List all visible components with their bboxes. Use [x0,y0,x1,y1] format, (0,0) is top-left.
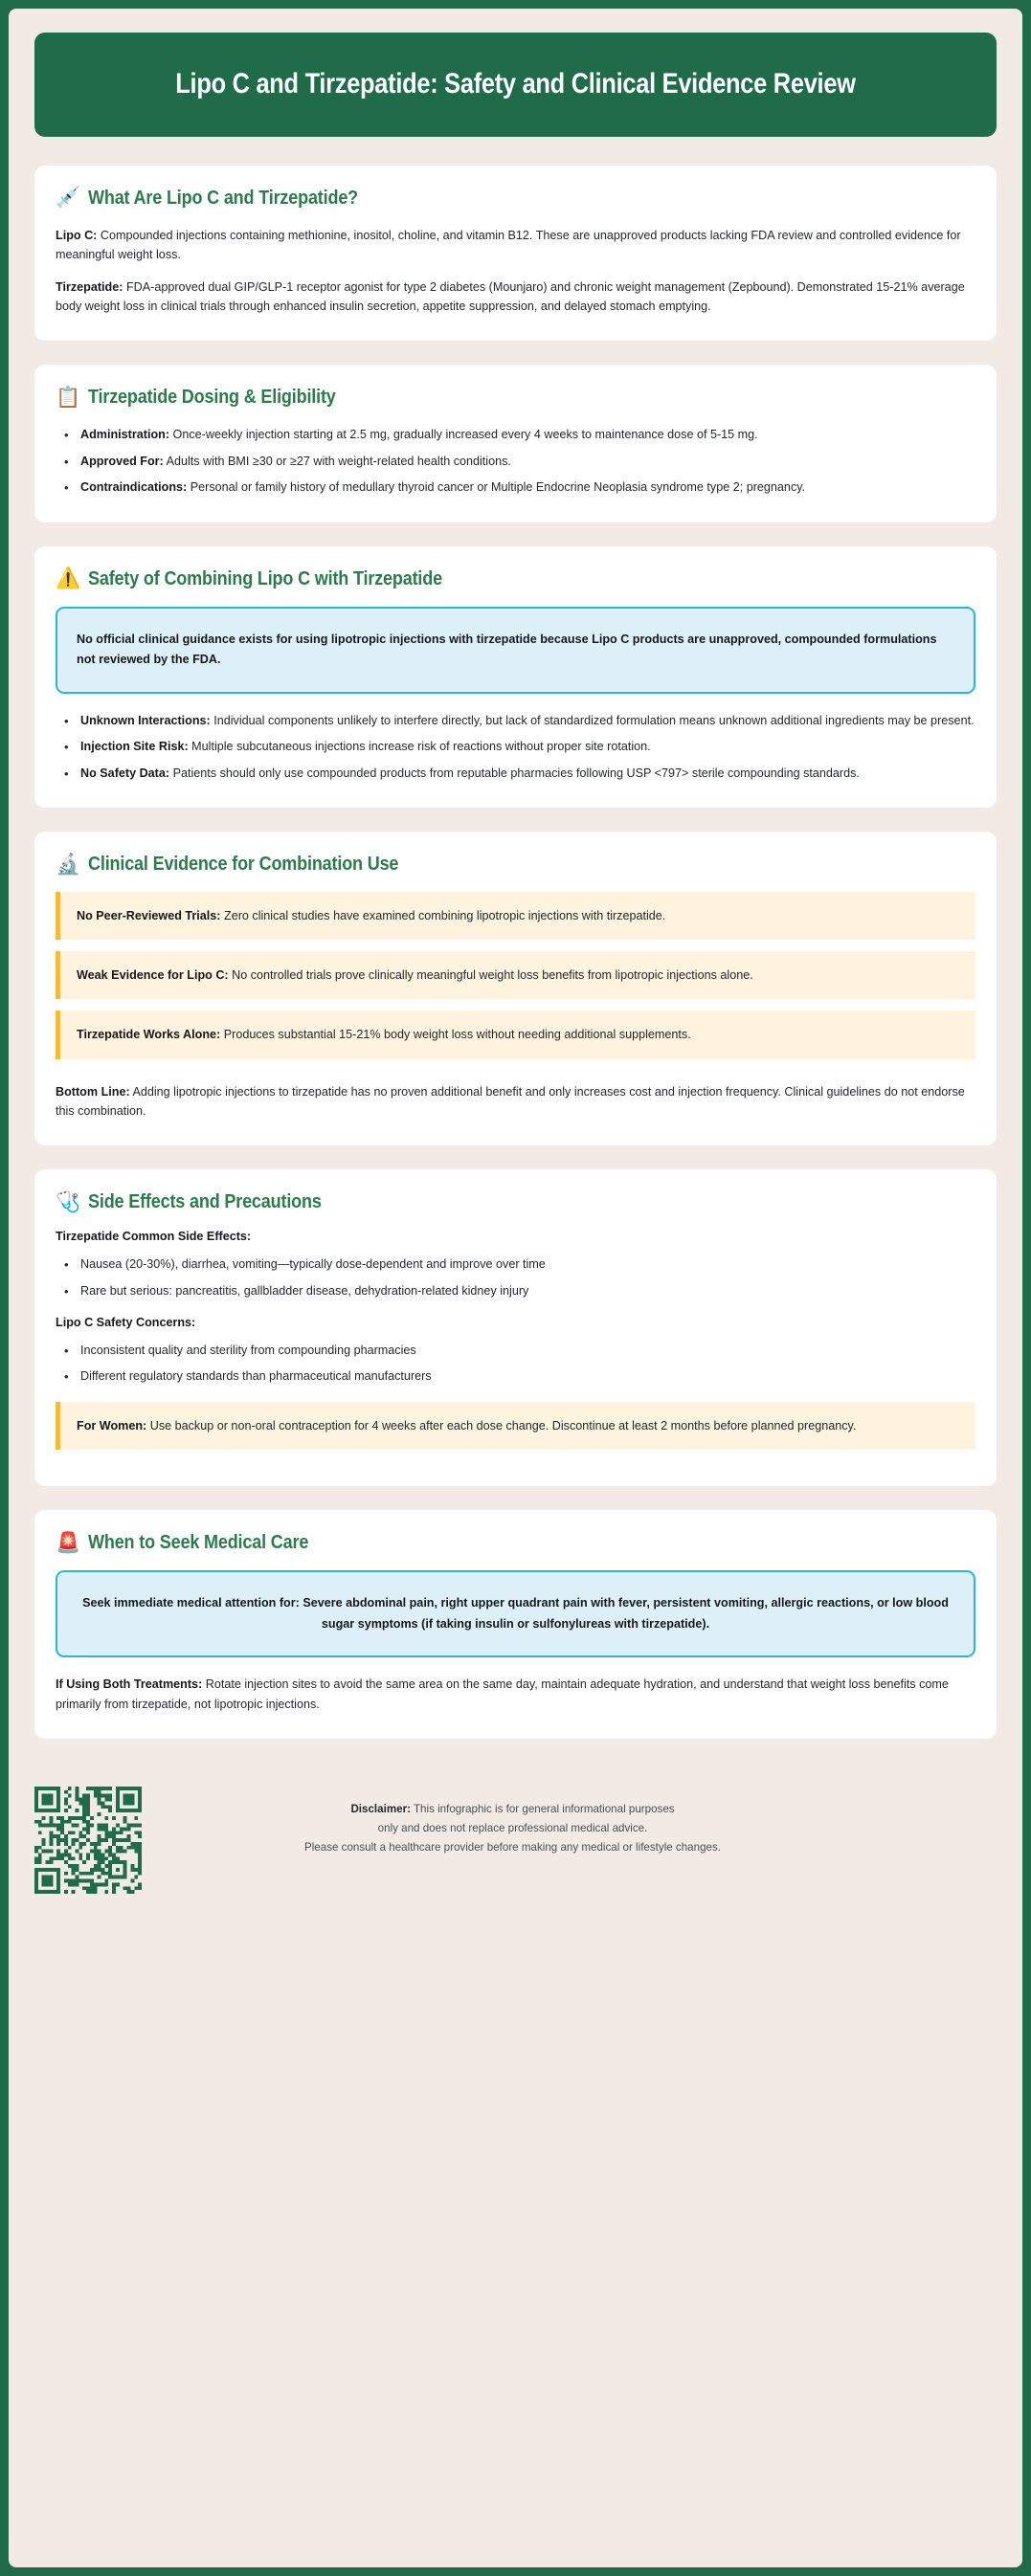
list-item [56,711,975,730]
list-item [56,764,975,783]
spacer [56,1071,975,1082]
disclaimer-line-1: This infographic is for general informational purposes [410,1803,675,1816]
stethoscope-icon: 🩺 [56,1190,81,1213]
paragraph-label: Lipo C: [56,228,98,242]
list-item: • Rare but serious: pancreatitis, gallbladder disease, dehydration-related kidney injury [56,1281,975,1300]
list-item [56,425,975,444]
evidence-text [77,906,959,925]
section-card-side-effects [34,1169,997,1486]
section-card-safety-combining [34,546,997,808]
paragraph-text: Compounded injections containing methionine, inositol, choline, and vitamin B12. These are unapproved products lacking FDA review and controlled evidence for meaningful weight loss. [56,228,961,262]
closing-label: Bottom Line: [56,1084,130,1099]
item-text: Personal or family history of medullary thyroid cancer or Multiple Endocrine Neoplasia syndrome type 2; pregnancy. [187,480,806,495]
page-inner [9,9,1022,2567]
spacer [56,1300,975,1316]
section-title: Safety of Combining Lipo C with Tirzepatide [88,566,442,589]
section-header [56,853,975,876]
section-card-seek-care [34,1510,997,1739]
closing-text: Adding lipotropic injections to tirzepatide has no proven additional benefit and only increases cost and injection frequency. Clinical guidelines do not endorse this combination. [56,1084,965,1118]
section-header [56,187,975,210]
header-banner [34,33,997,137]
page-title: Lipo C and Tirzepatide: Safety and Clinical Evidence Review [175,68,856,100]
item-label: Unknown Interactions: [80,713,211,727]
section-title: Tirzepatide Dosing & Eligibility [88,386,336,409]
precaution-text [77,1416,959,1435]
list-item: • Inconsistent quality and sterility from compounding pharmacies [56,1341,975,1360]
list-item [56,452,975,471]
subsection-heading: Tirzepatide Common Side Effects: [56,1230,252,1244]
precaution-body: Use backup or non-oral contraception for 4 weeks after each dose change. Discontinue at least 2 months before planned pregnancy. [146,1418,857,1432]
section-title: What Are Lipo C and Tirzepatide? [88,186,359,209]
paragraph-text: FDA-approved dual GIP/GLP-1 receptor agonist for type 2 diabetes (Mounjaro) and chronic weight management (Zepbound). Demonstrated 15-21% average body weight loss in clinical trials through enhanced insulin secretion, appetite suppression, and delayed stomach emptying. [56,279,965,314]
evidence-box [56,1010,975,1058]
precaution-label: For Women: [77,1418,147,1432]
clipboard-icon: 📋 [56,386,81,409]
closing-text: Rotate injection sites to avoid the same area on the same day, maintain adequate hydration, and understand that weight loss benefits come primarily from tirzepatide, not lipotropic injections. [56,1677,949,1711]
list-item [56,737,975,756]
alert-callout [56,607,975,694]
list-item: • Nausea (20-30%), diarrhea, vomiting—typically dose-dependent and improve over time [56,1255,975,1274]
subsection-heading: Lipo C Safety Concerns: [56,1316,196,1330]
paragraph [56,226,975,265]
list-item [56,477,975,497]
footer [34,1763,997,2567]
evidence-body: Produces substantial 15-21% body weight loss without needing additional supplements. [220,1028,691,1042]
item-text: Multiple subcutaneous injections increase risk of reactions without proper site rotation. [188,740,651,754]
alarm-light-icon: 🚨 [56,1531,81,1554]
spacer [56,1387,975,1402]
section-header [56,567,975,590]
paragraph-label: Tirzepatide: [56,279,123,294]
section-card-clinical-evidence [34,832,997,1145]
item-text: Once-weekly injection starting at 2.5 mg, gradually increased every 4 weeks to maintenance dose of 5-15 mg. [169,428,758,442]
section-card-dosing [34,365,997,522]
item-label: Approved For: [80,454,164,468]
bullet-list [56,425,975,497]
item-text: Individual components unlikely to interfere directly, but lack of standardized formulation means unknown additional ingredients may be present. [210,713,975,727]
disclaimer-line-2: only and does not replace professional medical advice. [377,1822,648,1835]
item-label: No Safety Data: [80,766,170,780]
item-label: Injection Site Risk: [80,740,189,754]
alert-text: Seek immediate medical attention for: Severe abdominal pain, right upper quadrant pain with fever, persistent vomiting, allergic reactions, or low blood sugar symptoms (if taking insulin or sulfonylureas with tirzepatide). [82,1596,949,1631]
section-title: Clinical Evidence for Combination Use [88,853,399,876]
bullet-list [56,1255,975,1300]
section-title: Side Effects and Precautions [88,1190,322,1213]
evidence-label: Weak Evidence for Lipo C: [77,968,229,983]
item-label: Administration: [80,428,170,442]
syringe-icon: 💉 [56,187,81,210]
evidence-box [56,951,975,999]
disclaimer-line-3: Please consult a healthcare provider before making any medical or lifestyle changes. [303,1840,721,1854]
item-label: Contraindications: [80,480,188,495]
evidence-label: No Peer-Reviewed Trials: [77,909,221,923]
list-item: • Different regulatory standards than pharmaceutical manufacturers [56,1366,975,1386]
bullet-list [56,1341,975,1387]
alert-callout [56,1570,975,1657]
precaution-box [56,1402,975,1450]
section-header [56,386,975,409]
closing-paragraph [56,1675,975,1714]
evidence-box [56,892,975,940]
closing-paragraph [56,1082,975,1121]
alert-text: No official clinical guidance exists for using lipotropic injections with tirzepatide because Lipo C products are unapproved, compounded formulations not reviewed by the FDA. [77,632,937,667]
section-header [56,1531,975,1554]
bullet-list [56,711,975,783]
warning-triangle-icon: ⚠️ [56,567,81,590]
section-header [56,1190,975,1213]
evidence-body: No controlled trials prove clinically meaningful weight loss benefits from lipotropic injections alone. [228,968,753,983]
evidence-text [77,1025,959,1044]
closing-label: If Using Both Treatments: [56,1677,203,1692]
qr-code [34,1787,142,1894]
section-title: When to Seek Medical Care [88,1531,309,1553]
evidence-text [77,966,959,985]
microscope-icon: 🔬 [56,853,81,876]
paragraph [56,278,975,317]
evidence-body: Zero clinical studies have examined combining lipotropic injections with tirzepatide. [220,909,666,923]
item-text: Adults with BMI ≥30 or ≥27 with weight-related health conditions. [163,454,511,468]
evidence-label: Tirzepatide Works Alone: [77,1028,221,1042]
section-card-what-are [34,166,997,342]
disclaimer-label: Disclaimer: [350,1803,411,1816]
disclaimer [142,1787,997,1857]
item-text: Patients should only use compounded products from reputable pharmacies following USP <797> sterile compounding standards. [169,766,860,780]
